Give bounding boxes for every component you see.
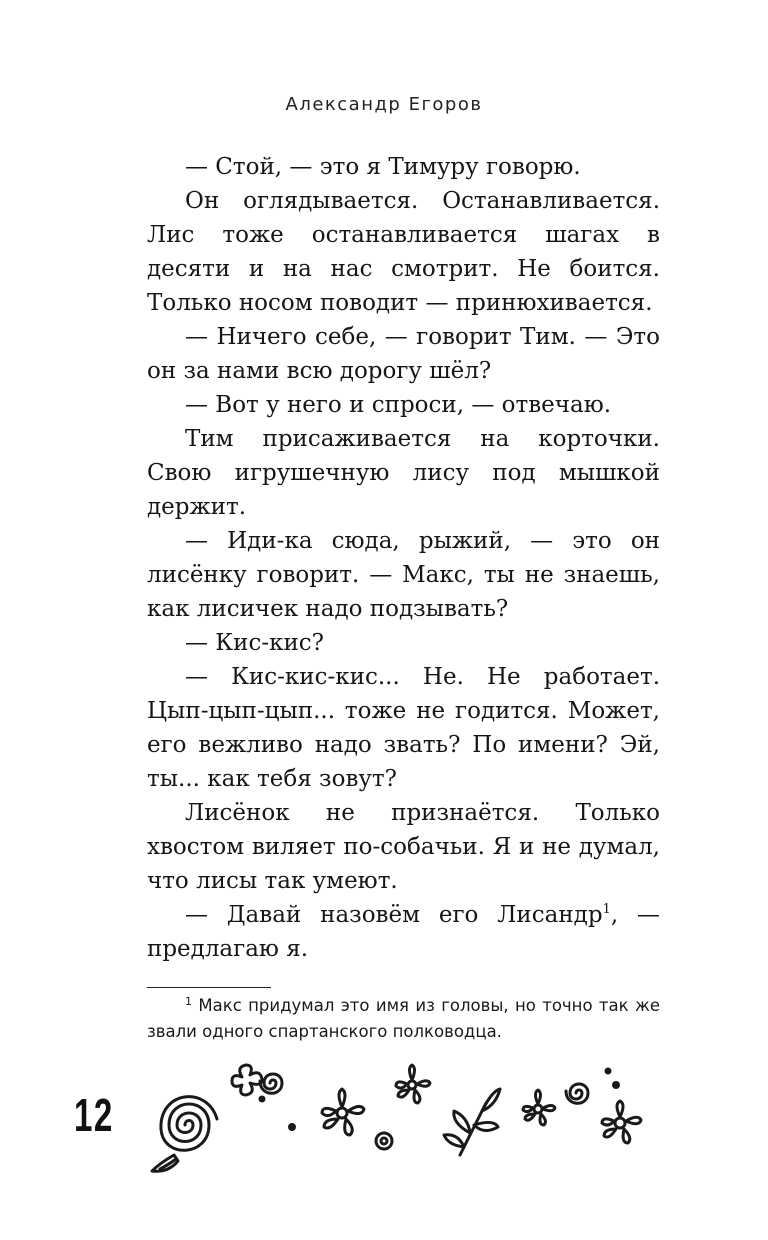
paragraph: Лисёнок не признаётся. Только хвостом виляет по-собачьи. Я и не думал, что лисы так умеют.	[147, 800, 660, 894]
paragraph: — Кис-кис?	[185, 630, 325, 656]
paragraph: Он оглядывается. Останавливается. Лис тоже останавливается шагах в десяти и на нас смотрит. Не боится. Только носом поводит — принюхивается.	[147, 188, 660, 316]
paragraph-text-before-ref: — Давай назовём его Лисандр	[185, 902, 603, 928]
doodle-flowers-icon	[130, 1055, 670, 1185]
footnote-reference[interactable]: 1	[602, 902, 611, 917]
paragraph: — Кис-кис-кис... Не. Не работает. Цып-цып-цып... тоже не годится. Может, его вежливо надо звать? По имени? Эй, ты... как тебя зовут?	[147, 664, 660, 792]
body-text	[147, 150, 660, 966]
page-number: 12	[74, 1089, 114, 1141]
paragraph: — Вот у него и спроси, — отвечаю.	[185, 392, 612, 418]
running-header: Александр Егоров	[285, 94, 483, 115]
paragraph-text-after-ref: , — предлагаю я.	[147, 902, 660, 962]
paragraph: Тим присаживается на корточки. Свою игрушечную лису под мышкой держит.	[147, 426, 660, 520]
paragraph: — Стой, — это я Тимуру говорю.	[185, 154, 581, 180]
footnote-divider	[147, 987, 271, 988]
paragraph-with-footnote-ref	[147, 898, 660, 966]
footnote-text: Макс придумал это имя из головы, но точно так же звали одного спартанского полководца.	[147, 996, 660, 1041]
footnote	[147, 993, 660, 1045]
paragraph: — Ничего себе, — говорит Тим. — Это он за нами всю дорогу шёл?	[147, 324, 660, 384]
footnote-marker: 1	[185, 995, 192, 1008]
paragraph: — Иди-ка сюда, рыжий, — это он лисёнку говорит. — Макс, ты не знаешь, как лисичек надо подзывать?	[147, 528, 660, 622]
